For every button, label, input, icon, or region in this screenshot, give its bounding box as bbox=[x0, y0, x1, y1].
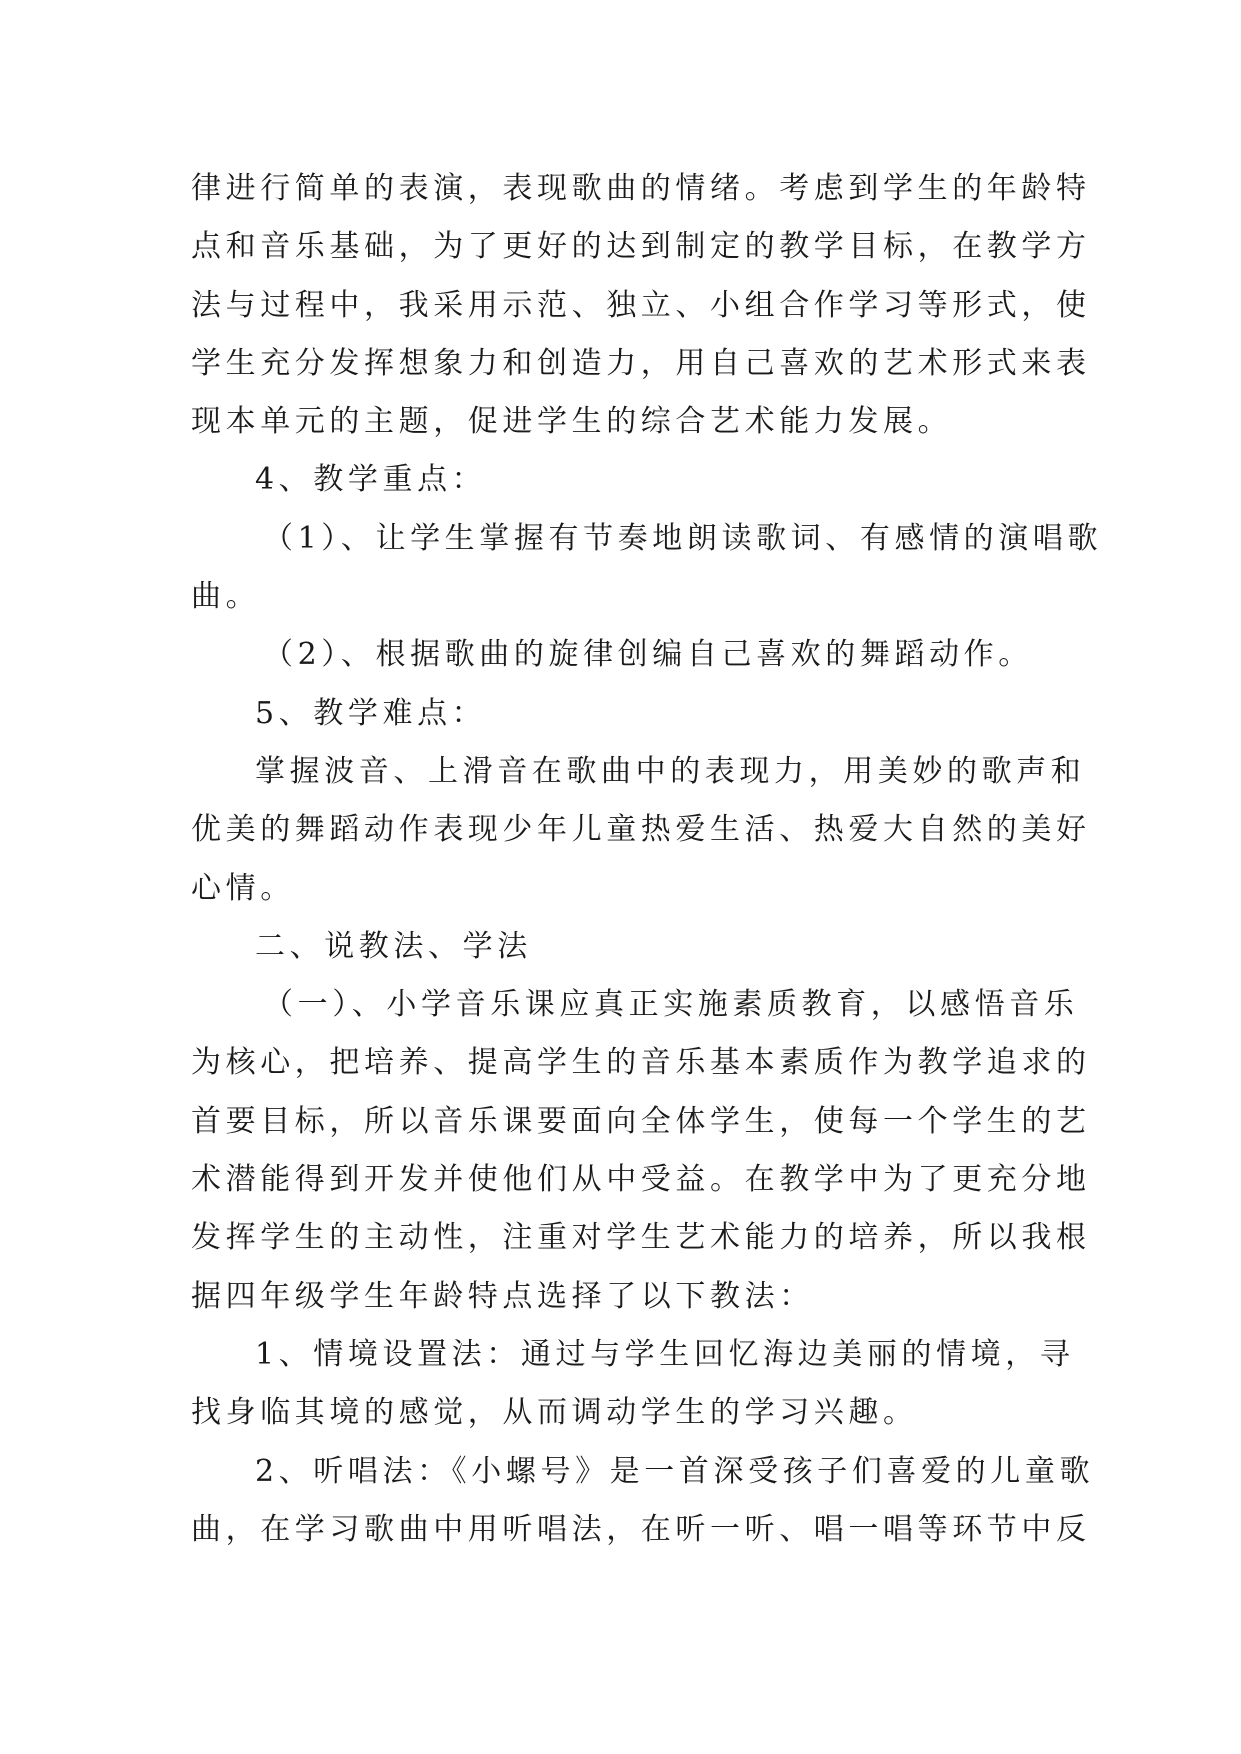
text-line: 据四年级学生年龄特点选择了以下教法： bbox=[191, 1278, 814, 1314]
text-line: 掌握波音、上滑音在歌曲中的表现力，用美妙的歌声和 bbox=[255, 753, 1086, 789]
text-line: （一）、小学音乐课应真正实施素质教育，以感悟音乐 bbox=[263, 987, 1079, 1023]
text-line: 法与过程中，我采用示范、独立、小组合作学习等形式，使 bbox=[191, 287, 1091, 323]
text-line: 找身临其境的感觉，从而调动学生的学习兴趣。 bbox=[191, 1395, 918, 1431]
body-text bbox=[191, 160, 1103, 1559]
text-line: 点和音乐基础，为了更好的达到制定的教学目标，在教学方 bbox=[191, 229, 1091, 265]
section-heading: 4、教学重点： bbox=[255, 462, 487, 498]
section-heading: 5、教学难点： bbox=[255, 695, 487, 731]
text-line: （1）、让学生掌握有节奏地朗读歌词、有感情的演唱歌 bbox=[263, 520, 1103, 556]
text-line: 学生充分发挥想象力和创造力，用自己喜欢的艺术形式来表 bbox=[191, 345, 1091, 381]
section-heading: 二、说教法、学法 bbox=[255, 928, 532, 964]
text-line: 心情。 bbox=[191, 870, 295, 906]
text-line: 为核心，把培养、提高学生的音乐基本素质作为教学追求的 bbox=[191, 1045, 1091, 1081]
text-line: 术潜能得到开发并使他们从中受益。在教学中为了更充分地 bbox=[191, 1162, 1091, 1198]
text-line: 优美的舞蹈动作表现少年儿童热爱生活、热爱大自然的美好 bbox=[191, 812, 1091, 848]
text-line: 2、听唱法：《小螺号》是一首深受孩子们喜爱的儿童歌 bbox=[255, 1453, 1095, 1489]
text-line: 曲。 bbox=[191, 579, 261, 615]
text-line: 现本单元的主题，促进学生的综合艺术能力发展。 bbox=[191, 404, 953, 440]
text-line: 发挥学生的主动性，注重对学生艺术能力的培养，所以我根 bbox=[191, 1220, 1091, 1256]
text-line: 1、情境设置法：通过与学生回忆海边美丽的情境，寻 bbox=[255, 1336, 1075, 1372]
text-line: （2）、根据歌曲的旋律创编自己喜欢的舞蹈动作。 bbox=[263, 637, 1033, 673]
text-line: 律进行简单的表演，表现歌曲的情绪。考虑到学生的年龄特 bbox=[191, 171, 1091, 206]
text-line: 曲，在学习歌曲中用听唱法，在听一听、唱一唱等环节中反 bbox=[191, 1511, 1091, 1547]
text-line: 首要目标，所以音乐课要面向全体学生，使每一个学生的艺 bbox=[191, 1103, 1091, 1139]
